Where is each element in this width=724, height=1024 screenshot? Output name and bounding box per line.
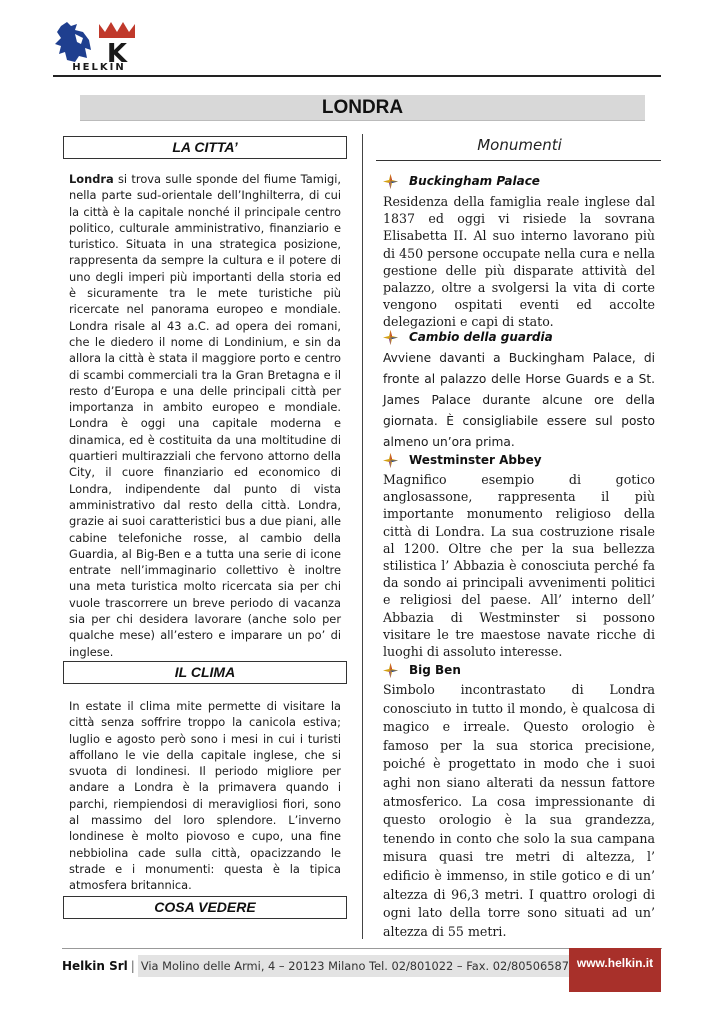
monument-head bbox=[383, 328, 655, 346]
footer-separator: | bbox=[130, 959, 135, 973]
compass-bullet-icon bbox=[383, 663, 398, 678]
monument-title: Westminster Abbey bbox=[409, 453, 542, 467]
compass-bullet-icon bbox=[383, 453, 398, 468]
monument-title: Buckingham Palace bbox=[409, 174, 540, 188]
monument-title: Cambio della guardia bbox=[409, 330, 553, 344]
monument-title: Big Ben bbox=[409, 663, 461, 677]
compass-bullet-icon bbox=[383, 174, 398, 189]
footer-company: Helkin Srl bbox=[62, 959, 128, 973]
logo-letter: K bbox=[106, 39, 128, 69]
monument-head bbox=[383, 451, 655, 469]
monument-text: Avviene davanti a Buckingham Palace, di fronte al palazzo delle Horse Guards e a St. James Palace durante alcune ore della giornata. È consigliabile essere sul posto almeno un’ora prima. bbox=[383, 351, 655, 449]
city-heading: LA CITTA’ bbox=[63, 136, 347, 159]
climate-heading: IL CLIMA bbox=[63, 661, 347, 684]
footer-website-link[interactable]: www.helkin.it bbox=[569, 948, 661, 992]
city-lead: Londra bbox=[69, 172, 114, 186]
column-divider bbox=[362, 134, 363, 939]
city-text bbox=[69, 171, 341, 660]
monument-item bbox=[383, 661, 655, 941]
header-divider bbox=[53, 75, 661, 77]
climate-text: In estate il clima mite permette di visitare la città senza soffrire troppo la canicola estiva; luglio e agosto però sono i mesi in cui i turisti affollano le vie della capitale inglese, che si svuota di londinesi. Il periodo migliore per andare a Londra è la primavera quando i parchi, riempiendosi di meravigliosi fiori, sono al massimo del loro splendore. L’inverno londinese è molto piovoso e cupo, una fine nebbiolina cade sulla città, opacizzando le strade e i monumenti: questa è la tipica atmosfera britannica. bbox=[69, 699, 341, 893]
monument-item bbox=[383, 172, 655, 331]
monument-item bbox=[383, 451, 655, 660]
footer-address: Via Molino delle Armi, 4 – 20123 Milano Tel. 02/801022 – Fax. 02/80506587 bbox=[138, 955, 572, 977]
compass-bullet-icon bbox=[383, 330, 398, 345]
monuments-heading: Monumenti bbox=[477, 136, 562, 154]
monuments-underline bbox=[376, 160, 661, 161]
monument-item bbox=[383, 328, 655, 453]
monument-text: Residenza della famiglia reale inglese dal 1837 ed oggi vi risiede la sovrana Elisabetta II. Al suo interno lavorano più di 450 persone occupate nella cura e nella gestione delle più disparate attività del palazzo, oltre a svolgersi la vita di corte vengono ospitati eventi ed accolte delegazioni e capi di stato. bbox=[383, 194, 655, 330]
monument-text: Magnifico esempio di gotico anglosassone, rappresenta il più importante monumento religioso della città di Londra. La sua costruzione risale al 1200. Oltre che per la sua bellezza stilistica l’ Abbazia è conosciuta perché fa da sondo ai principali avvenimenti politici e religiosi del paese. All’ interno dell’ Abbazia di Westminster si possono visitare le tre maestose navate ricche di luoghi di assoluto interesse. bbox=[383, 472, 655, 660]
city-body: si trova sulle sponde del fiume Tamigi, nella parte sud-orientale dell’Inghilterra, di cui la città è la capitale nonché il principale centro politico, culturale amministrativo, finanziario e turistico. Situata in una strategica posizione, rappresenta da sempre la cultura e il potere di uno degli imperi più importanti della storia ed è sicuramente tra le mete turistiche più ricercate nel panorama europeo e mondiale. Londra risale al 43 a.C. ad opera dei romani, che le diedero il nome di Londinium, e sin da allora la città è stata il maggiore porto e centro di scambi commerciali tra la Gran Bretagna e il resto d’Europa e una delle principali città per importanza in ambito europeo e mondiale. Londra è oggi una capitale moderna e dinamica, ed è costituita da una moltitudine di quartieri multirazziali che fervono attorno della City, il cuore finanziario ed economico di Londra, indipendente dal punto di vista amministrativo dal resto della città. Londra, grazie ai suoi caratteristici bus a due piani, alle cabine telefoniche rosse, al cambio della Guardia, al Big-Ben e a tutta una serie di icone entrate nell’immaginario collettivo è inoltre una meta turistica molto ricercata sia per chi vuole trascorrere un breve periodo di vacanza sia per chi desidera lavorare (anche solo per qualche mese) all’estero e imparare un po’ di inglese. bbox=[69, 172, 341, 659]
monument-text: Simbolo incontrastato di Londra conosciuto in tutto il mondo, è qualcosa di magico e irreale. Questo orologio è famoso per la sua storica precisione, poiché è progettato in modo che i suoi aghi non siano alterati da nessun fattore atmosferico. La cosa impressionante di questo orologio è la sua grandezza, tenendo in conto che solo la sua campana misura quasi tre metri di altezza, l’ edificio è immenso, in stile gotico e di un’ altezza di 96,3 metri. I quattro orologi di ogni lato della torre sono situati ad un’ altezza di 55 metri. bbox=[383, 682, 655, 939]
monument-head bbox=[383, 661, 655, 679]
page-title-bar bbox=[80, 95, 645, 121]
page-title: LONDRA bbox=[321, 97, 404, 118]
see-heading: COSA VEDERE bbox=[63, 896, 347, 919]
logo-wordmark: HELKIN bbox=[72, 62, 126, 73]
monument-head bbox=[383, 172, 655, 190]
footer-info bbox=[62, 955, 572, 977]
